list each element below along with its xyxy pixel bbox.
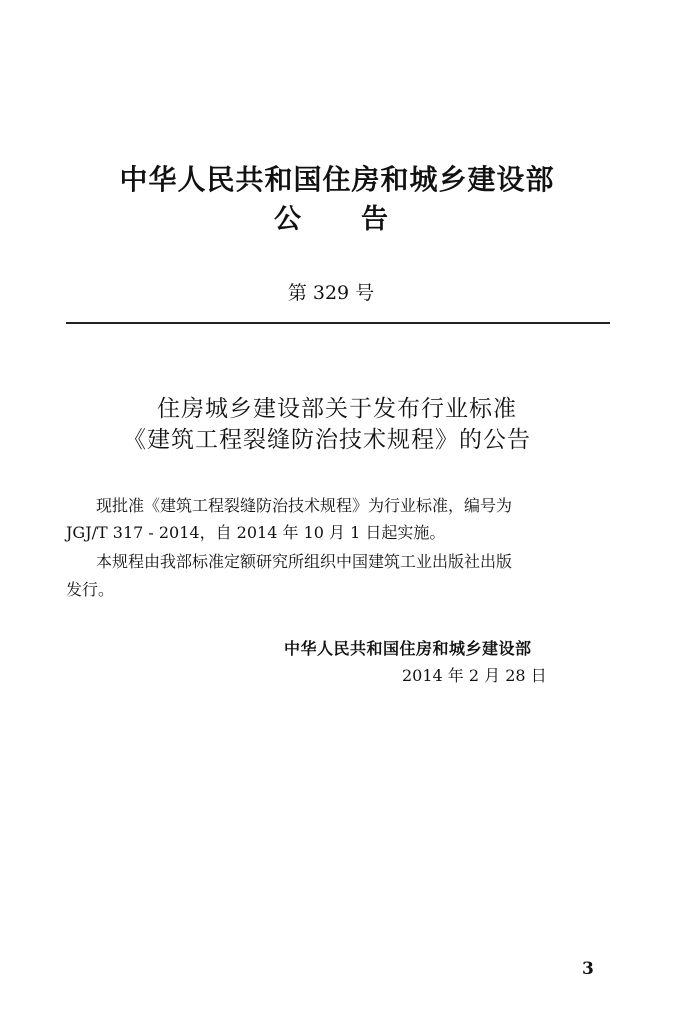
paragraph-1-line-2: JGJ/T 317 - 2014，自 2014 年 10 月 1 日起实施。	[66, 523, 446, 542]
paragraph-2-line-1: 本规程由我部标准定额研究所组织中国建筑工业出版社出版	[96, 552, 513, 571]
paragraph-2-line-2: 发行。	[66, 580, 115, 599]
paragraph-1-line-1: 现批准《建筑工程裂缝防治技术规程》为行业标准，编号为	[96, 496, 513, 515]
page-number: 3	[582, 959, 594, 979]
issuing-ministry: 中华人民共和国住房和城乡建设部	[119, 163, 555, 196]
notice-title: 公告	[274, 204, 448, 235]
headline-line-2: 《建筑工程裂缝防治技术规程》的公告	[123, 427, 531, 453]
document-number: 第 329 号	[287, 282, 375, 304]
header-divider	[66, 322, 610, 324]
signature-issuer: 中华人民共和国住房和城乡建设部	[284, 639, 532, 658]
signature-date: 2014 年 2 月 28 日	[402, 666, 547, 685]
headline-line-1: 住房城乡建设部关于发布行业标准	[157, 396, 517, 422]
